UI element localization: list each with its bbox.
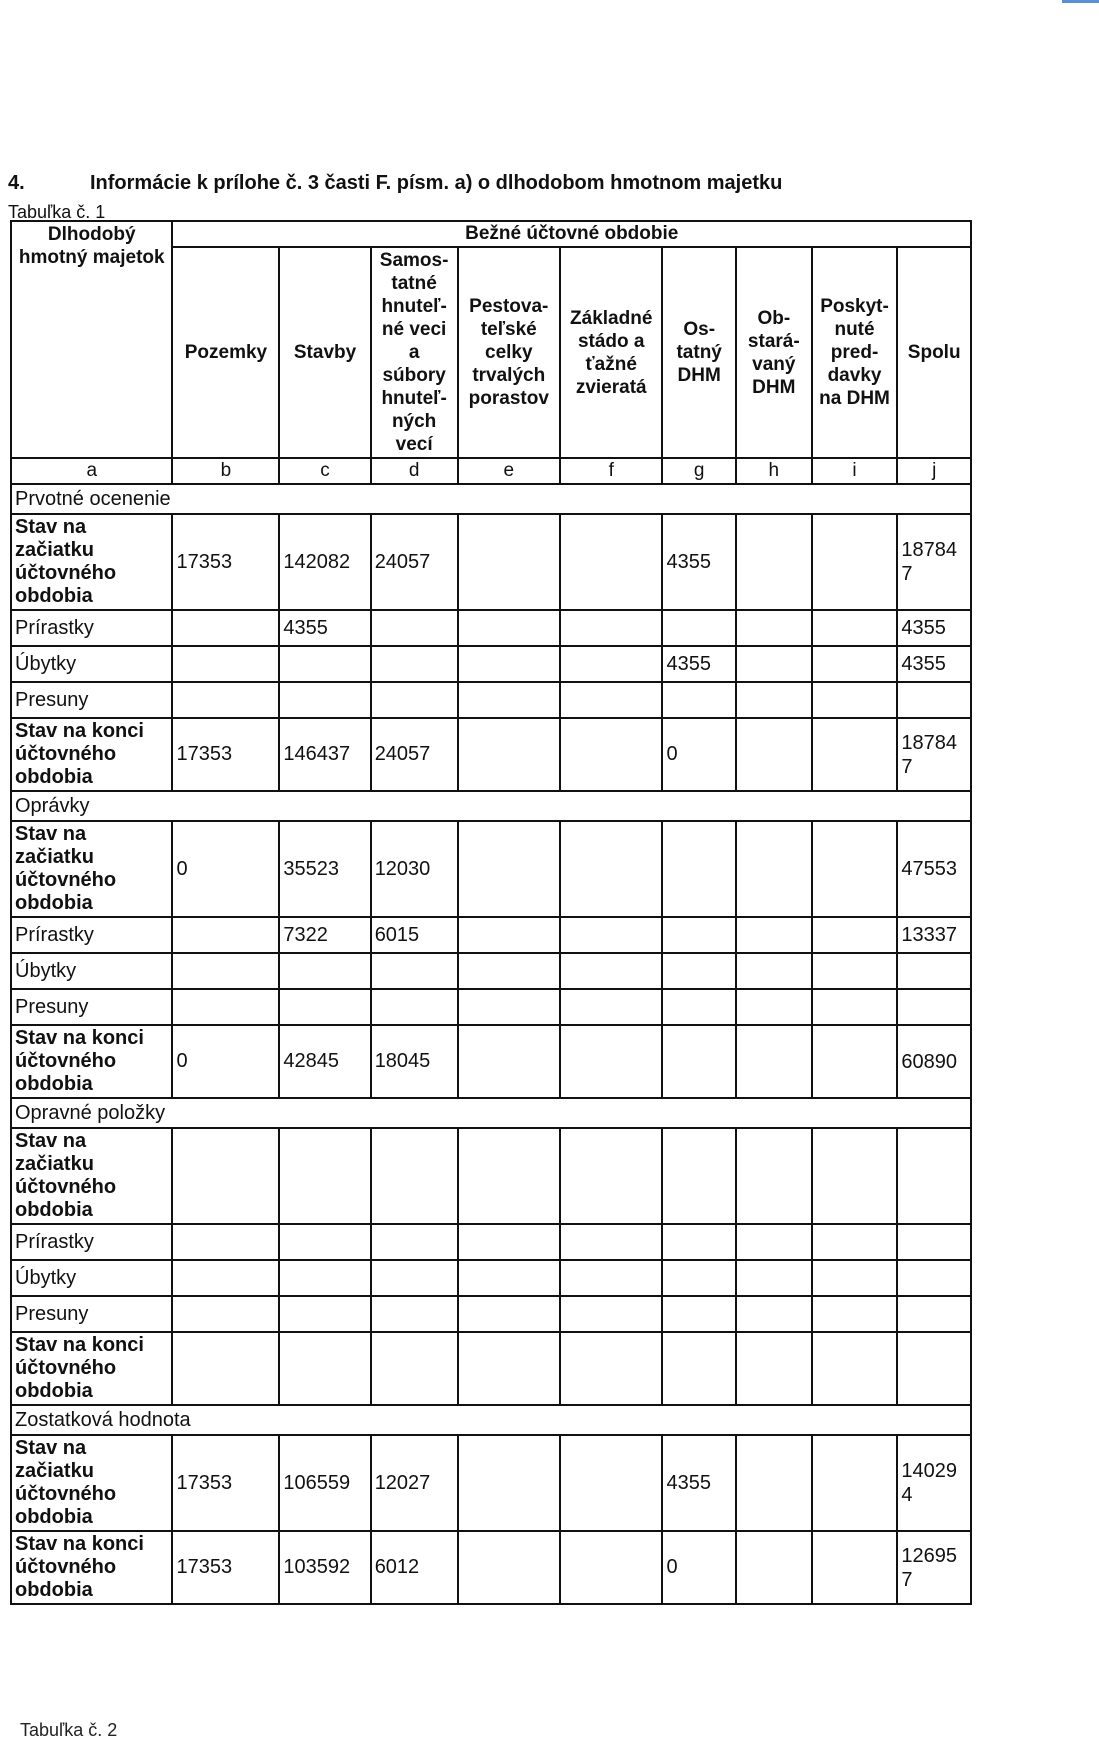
table-row [11,1025,971,1098]
value-cell [812,1260,898,1296]
header-col-c: Stavby [279,247,370,458]
value-cell [172,1260,279,1296]
value-cell: 4355 [897,646,971,682]
value-cell [371,1260,458,1296]
value-cell [560,610,662,646]
value-cell [560,917,662,953]
value-cell [279,953,370,989]
value-cell [458,1025,560,1098]
value-cell [812,917,898,953]
value-cell [812,953,898,989]
value-cell [371,1224,458,1260]
header-col-g: Os-tatný DHM [662,247,735,458]
section-row [11,791,971,821]
value-cell [736,1332,812,1405]
header-col-h: Ob-stará-vaný DHM [736,247,812,458]
value-cell [560,821,662,917]
value-cell [458,646,560,682]
value-cell [662,1332,735,1405]
value-cell [279,646,370,682]
value-cell [560,646,662,682]
row-label: Úbytky [11,646,172,682]
header-row-letters [11,458,971,484]
value-cell [458,1531,560,1604]
value-cell: 6012 [371,1531,458,1604]
value-cell: 14029 4 [897,1435,971,1531]
value-cell [458,1260,560,1296]
value-cell [736,610,812,646]
value-cell: 12027 [371,1435,458,1531]
value-cell [371,953,458,989]
value-cell [662,1260,735,1296]
value-cell: 60890 [897,1025,971,1098]
value-cell: 18784 7 [897,514,971,610]
table-row [11,989,971,1025]
section-title: Oprávky [11,791,971,821]
value-cell [736,646,812,682]
row-label: Stav na začiatku účtovného obdobia [11,1435,172,1531]
value-cell [172,1224,279,1260]
value-cell [560,1260,662,1296]
value-cell: 4355 [662,1435,735,1531]
row-label: Stav na začiatku účtovného obdobia [11,821,172,917]
value-cell: 0 [662,1531,735,1604]
value-cell: 18784 7 [897,718,971,791]
table-label: Tabuľka č. 1 [8,202,106,222]
table-row [11,610,971,646]
letter-e: e [458,458,560,484]
value-cell: 12030 [371,821,458,917]
value-cell [736,1224,812,1260]
value-cell [897,1260,971,1296]
value-cell [736,989,812,1025]
header-col-d: Samos-tatné hnuteľ-né veci a súbory hnuteľ-ných vecí [371,247,458,458]
value-cell: 17353 [172,514,279,610]
section-title: Prvotné ocenenie [11,484,971,514]
value-cell [371,1128,458,1224]
value-cell [371,682,458,718]
value-cell: 4355 [897,610,971,646]
letter-d: d [371,458,458,484]
value-cell [560,682,662,718]
section-number: 4. [8,172,25,194]
value-cell [897,1224,971,1260]
value-cell [897,953,971,989]
value-cell [279,1296,370,1332]
value-cell [279,1260,370,1296]
value-cell [812,1025,898,1098]
value-cell [458,1296,560,1332]
value-cell [897,682,971,718]
value-cell [662,682,735,718]
value-cell [736,1128,812,1224]
value-cell [736,514,812,610]
value-cell [736,821,812,917]
row-label: Presuny [11,1296,172,1332]
value-cell [812,1296,898,1332]
value-cell: 146437 [279,718,370,791]
value-cell [458,1128,560,1224]
value-cell: 42845 [279,1025,370,1098]
value-cell [897,1332,971,1405]
value-cell [662,917,735,953]
top-edge-mark [1062,0,1099,3]
header-col-i: Poskyt-nuté pred-davky na DHM [812,247,898,458]
table-row [11,1260,971,1296]
value-cell [897,989,971,1025]
value-cell [279,989,370,1025]
value-cell [371,646,458,682]
next-table-label: Tabuľka č. 2 [20,1720,118,1740]
value-cell [736,1531,812,1604]
letter-c: c [279,458,370,484]
letter-j: j [897,458,971,484]
row-label: Stav na konci účtovného obdobia [11,718,172,791]
value-cell [458,989,560,1025]
header-col-e: Pestova-teľské celky trvalých porastov [458,247,560,458]
value-cell [662,1128,735,1224]
value-cell [560,1128,662,1224]
table-row [11,1296,971,1332]
value-cell [662,1025,735,1098]
value-cell: 7322 [279,917,370,953]
value-cell [371,1332,458,1405]
value-cell [172,917,279,953]
value-cell [662,1224,735,1260]
table-row [11,1224,971,1260]
header-col-j: Spolu [897,247,971,458]
section-title: Informácie k prílohe č. 3 časti F. písm. a) o dlhodobom hmotnom majetku [90,172,783,194]
table-row [11,821,971,917]
value-cell [560,1025,662,1098]
value-cell [172,989,279,1025]
value-cell [172,646,279,682]
value-cell [560,989,662,1025]
value-cell [560,1435,662,1531]
value-cell [736,917,812,953]
dhm-table [10,220,972,1605]
value-cell [736,953,812,989]
value-cell [371,610,458,646]
letter-a: a [11,458,172,484]
value-cell [279,1332,370,1405]
letter-h: h [736,458,812,484]
value-cell: 4355 [279,610,370,646]
value-cell [662,1296,735,1332]
value-cell: 12695 7 [897,1531,971,1604]
letter-g: g [662,458,735,484]
value-cell [458,953,560,989]
header-col-f: Základné stádo a ťažné zvieratá [560,247,662,458]
value-cell [172,953,279,989]
row-label: Prírastky [11,917,172,953]
header-period: Bežné účtovné obdobie [172,221,971,247]
table-row [11,917,971,953]
table-body [11,484,971,1604]
value-cell [560,1531,662,1604]
value-cell [458,1435,560,1531]
value-cell [458,682,560,718]
value-cell [279,1224,370,1260]
header-corner-text: Dlhodobý hmotný majetok [18,224,165,268]
header-row-period [11,221,971,247]
value-cell [812,610,898,646]
value-cell: 6015 [371,917,458,953]
value-cell [560,953,662,989]
row-label: Prírastky [11,610,172,646]
value-cell [172,1128,279,1224]
value-cell [458,514,560,610]
value-cell [812,1435,898,1531]
value-cell [458,1224,560,1260]
value-cell [279,682,370,718]
value-cell: 47553 [897,821,971,917]
value-cell [458,821,560,917]
value-cell [812,682,898,718]
value-cell: 0 [172,821,279,917]
value-cell [172,1296,279,1332]
table-row [11,514,971,610]
value-cell [560,1224,662,1260]
section-heading [8,172,782,195]
value-cell [662,821,735,917]
value-cell [458,718,560,791]
value-cell [897,1296,971,1332]
letter-f: f [560,458,662,484]
table-row [11,718,971,791]
table-row [11,1435,971,1531]
value-cell [812,718,898,791]
row-label: Presuny [11,682,172,718]
value-cell [736,718,812,791]
value-cell: 17353 [172,1531,279,1604]
table-row [11,1128,971,1224]
value-cell [172,1332,279,1405]
table-row [11,1332,971,1405]
value-cell [458,610,560,646]
value-cell [812,646,898,682]
section-row [11,1405,971,1435]
value-cell [458,917,560,953]
value-cell [662,953,735,989]
section-row [11,1098,971,1128]
value-cell [371,989,458,1025]
table-row [11,953,971,989]
header-col-b: Pozemky [172,247,279,458]
value-cell: 4355 [662,514,735,610]
letter-b: b [172,458,279,484]
value-cell [560,718,662,791]
value-cell: 17353 [172,718,279,791]
value-cell [172,682,279,718]
value-cell [662,989,735,1025]
value-cell [812,514,898,610]
value-cell: 24057 [371,514,458,610]
value-cell: 35523 [279,821,370,917]
section-row [11,484,971,514]
row-label: Presuny [11,989,172,1025]
row-label: Úbytky [11,953,172,989]
value-cell [897,1128,971,1224]
value-cell [736,1025,812,1098]
row-label: Stav na konci účtovného obdobia [11,1025,172,1098]
value-cell [560,1332,662,1405]
value-cell [279,1128,370,1224]
value-cell [812,821,898,917]
value-cell [812,1128,898,1224]
value-cell: 142082 [279,514,370,610]
row-label: Stav na konci účtovného obdobia [11,1531,172,1604]
header-corner [11,221,172,458]
value-cell [812,1224,898,1260]
row-label: Prírastky [11,1224,172,1260]
value-cell [560,1296,662,1332]
value-cell: 0 [662,718,735,791]
value-cell: 17353 [172,1435,279,1531]
section-title: Opravné položky [11,1098,971,1128]
value-cell [736,1296,812,1332]
value-cell [172,610,279,646]
value-cell [812,1531,898,1604]
value-cell [812,1332,898,1405]
value-cell: 13337 [897,917,971,953]
value-cell [736,1435,812,1531]
row-label: Stav na konci účtovného obdobia [11,1332,172,1405]
section-title: Zostatková hodnota [11,1405,971,1435]
table-row [11,646,971,682]
value-cell: 106559 [279,1435,370,1531]
value-cell [458,1332,560,1405]
value-cell: 24057 [371,718,458,791]
value-cell [736,1260,812,1296]
row-label: Úbytky [11,1260,172,1296]
value-cell: 103592 [279,1531,370,1604]
value-cell [812,989,898,1025]
value-cell [662,610,735,646]
row-label: Stav na začiatku účtovného obdobia [11,1128,172,1224]
value-cell: 18045 [371,1025,458,1098]
value-cell [736,682,812,718]
value-cell [371,1296,458,1332]
value-cell: 0 [172,1025,279,1098]
table-row [11,682,971,718]
value-cell [560,514,662,610]
row-label: Stav na začiatku účtovného obdobia [11,514,172,610]
letter-i: i [812,458,898,484]
value-cell: 4355 [662,646,735,682]
table-row [11,1531,971,1604]
